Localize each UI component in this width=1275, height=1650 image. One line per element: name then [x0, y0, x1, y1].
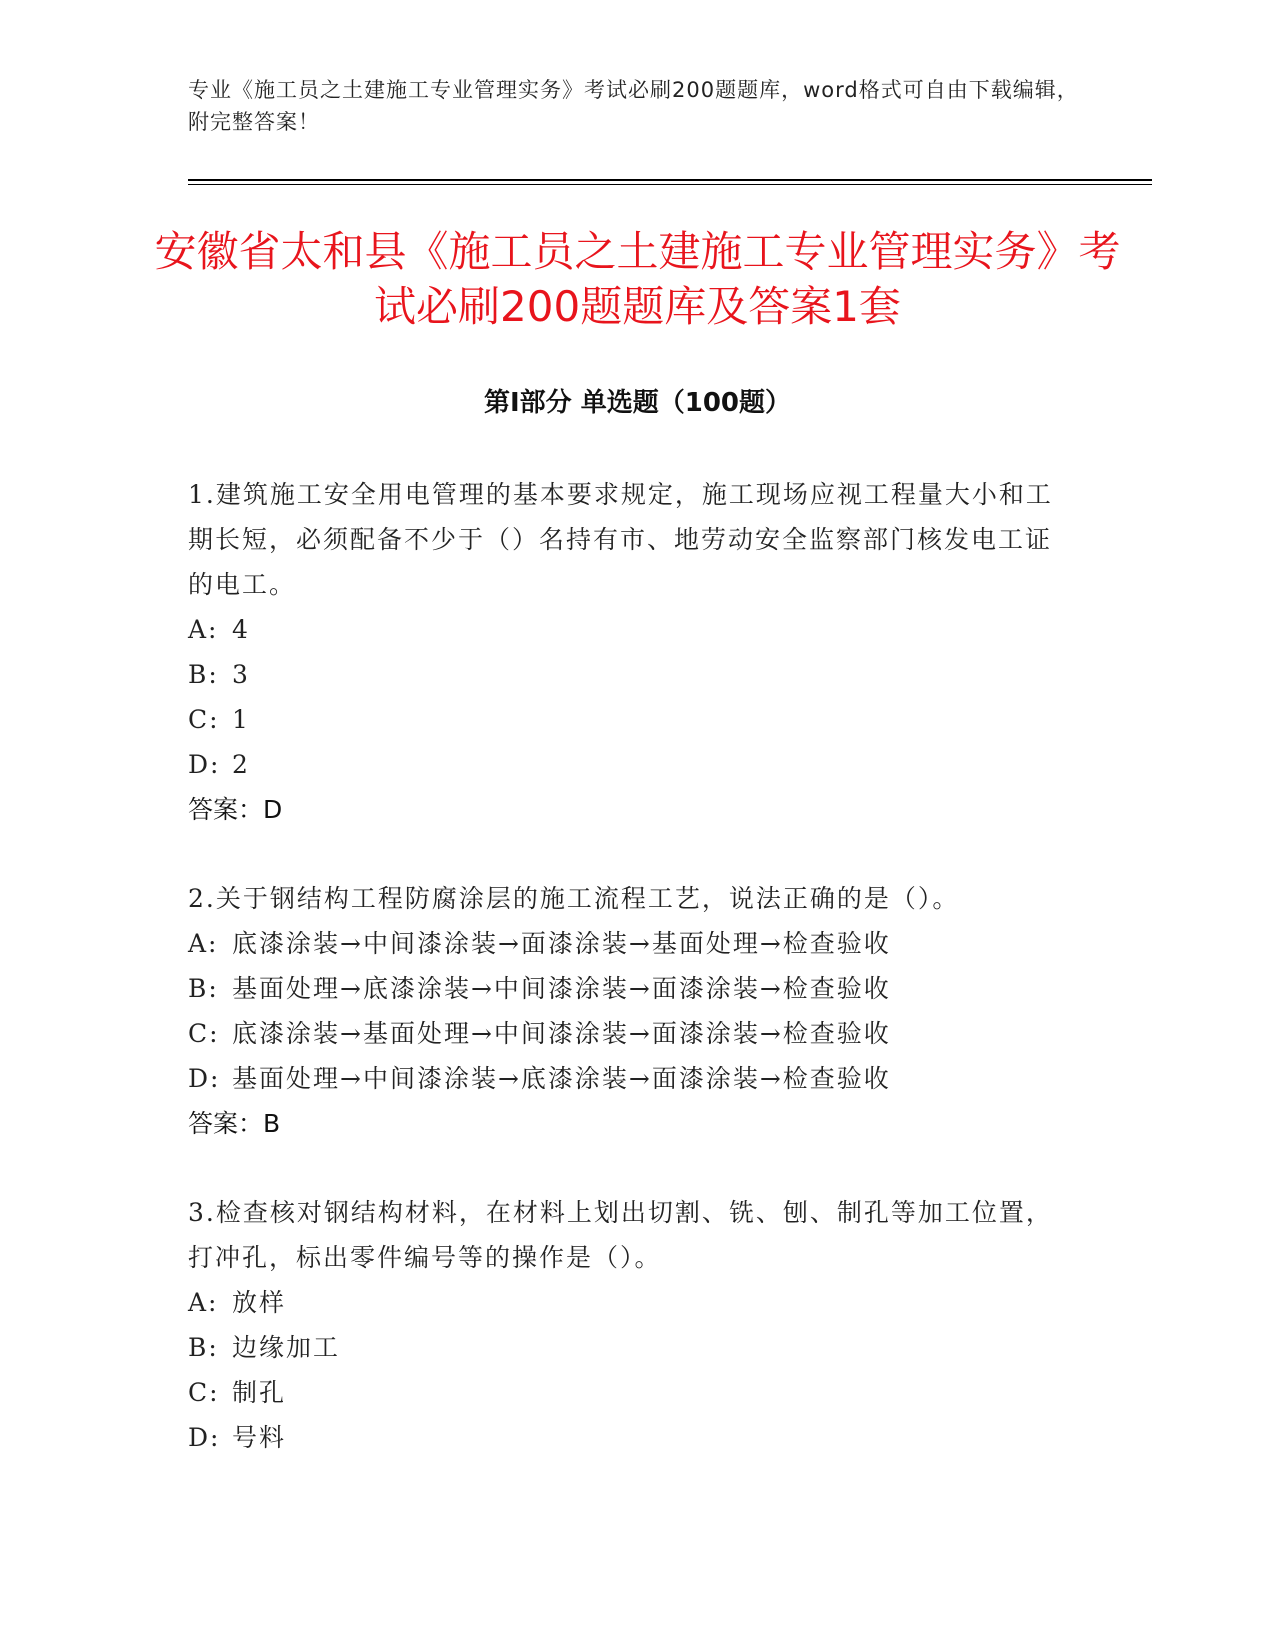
answer: 答案：B: [188, 1109, 281, 1138]
option-d: [188, 1415, 1068, 1460]
option-c: [188, 1370, 1068, 1415]
option-letter: C:: [188, 1019, 220, 1048]
option-text: 制孔: [232, 1378, 287, 1407]
question-2: [188, 876, 1068, 1146]
option-text: 3: [232, 660, 250, 689]
option-d: [188, 1056, 1068, 1101]
option-text: 基面处理→底漆涂装→中间漆涂装→面漆涂装→检查验收: [232, 974, 891, 1003]
option-text: 底漆涂装→基面处理→中间漆涂装→面漆涂装→检查验收: [232, 1019, 891, 1048]
question-stem: 3.检查核对钢结构材料，在材料上划出切割、铣、刨、制孔等加工位置，打冲孔，标出零件编号等的操作是（）。: [188, 1198, 1053, 1272]
question-list: [188, 472, 1068, 1504]
option-text: 底漆涂装→中间漆涂装→面漆涂装→基面处理→检查验收: [232, 929, 891, 958]
option-c: [188, 1011, 1068, 1056]
option-text: 基面处理→中间漆涂装→底漆涂装→面漆涂装→检查验收: [232, 1064, 891, 1093]
section-heading: 第I部分 单选题（100题）: [484, 388, 791, 418]
option-text: 边缘加工: [232, 1333, 341, 1362]
option-letter: C:: [188, 705, 220, 734]
option-letter: A:: [188, 929, 219, 958]
option-letter: A:: [188, 1288, 219, 1317]
header-note: 专业《施工员之土建施工专业管理实务》考试必刷200题题库，word格式可自由下载编辑，附完整答案！: [188, 78, 1079, 134]
option-letter: B:: [188, 974, 219, 1003]
question-1: [188, 472, 1068, 832]
option-c: [188, 697, 1068, 742]
option-letter: D:: [188, 750, 221, 779]
header-divider-thick: [188, 179, 1152, 181]
option-text: 号料: [232, 1423, 287, 1452]
header-divider-thin: [188, 184, 1152, 185]
option-letter: A:: [188, 615, 219, 644]
option-a: [188, 1280, 1068, 1325]
document-title: 安徽省太和县《施工员之土建施工专业管理实务》考试必刷200题题库及答案1套: [154, 227, 1121, 331]
option-text: 放样: [232, 1288, 287, 1317]
option-b: [188, 1325, 1068, 1370]
option-d: [188, 742, 1068, 787]
option-text: 4: [232, 615, 250, 644]
question-3: [188, 1190, 1068, 1460]
option-letter: B:: [188, 660, 219, 689]
option-text: 2: [232, 750, 250, 779]
option-a: [188, 921, 1068, 966]
option-letter: C:: [188, 1378, 220, 1407]
question-stem: 2.关于钢结构工程防腐涂层的施工流程工艺，说法正确的是（）。: [188, 884, 960, 913]
option-letter: D:: [188, 1423, 221, 1452]
option-letter: B:: [188, 1333, 219, 1362]
option-b: [188, 966, 1068, 1011]
question-stem: 1.建筑施工安全用电管理的基本要求规定，施工现场应视工程量大小和工期长短，必须配备不少于（）名持有市、地劳动安全监察部门核发电工证的电工。: [188, 480, 1053, 599]
option-text: 1: [232, 705, 250, 734]
answer: 答案：D: [188, 795, 283, 824]
option-b: [188, 652, 1068, 697]
option-letter: D:: [188, 1064, 221, 1093]
option-a: [188, 607, 1068, 652]
